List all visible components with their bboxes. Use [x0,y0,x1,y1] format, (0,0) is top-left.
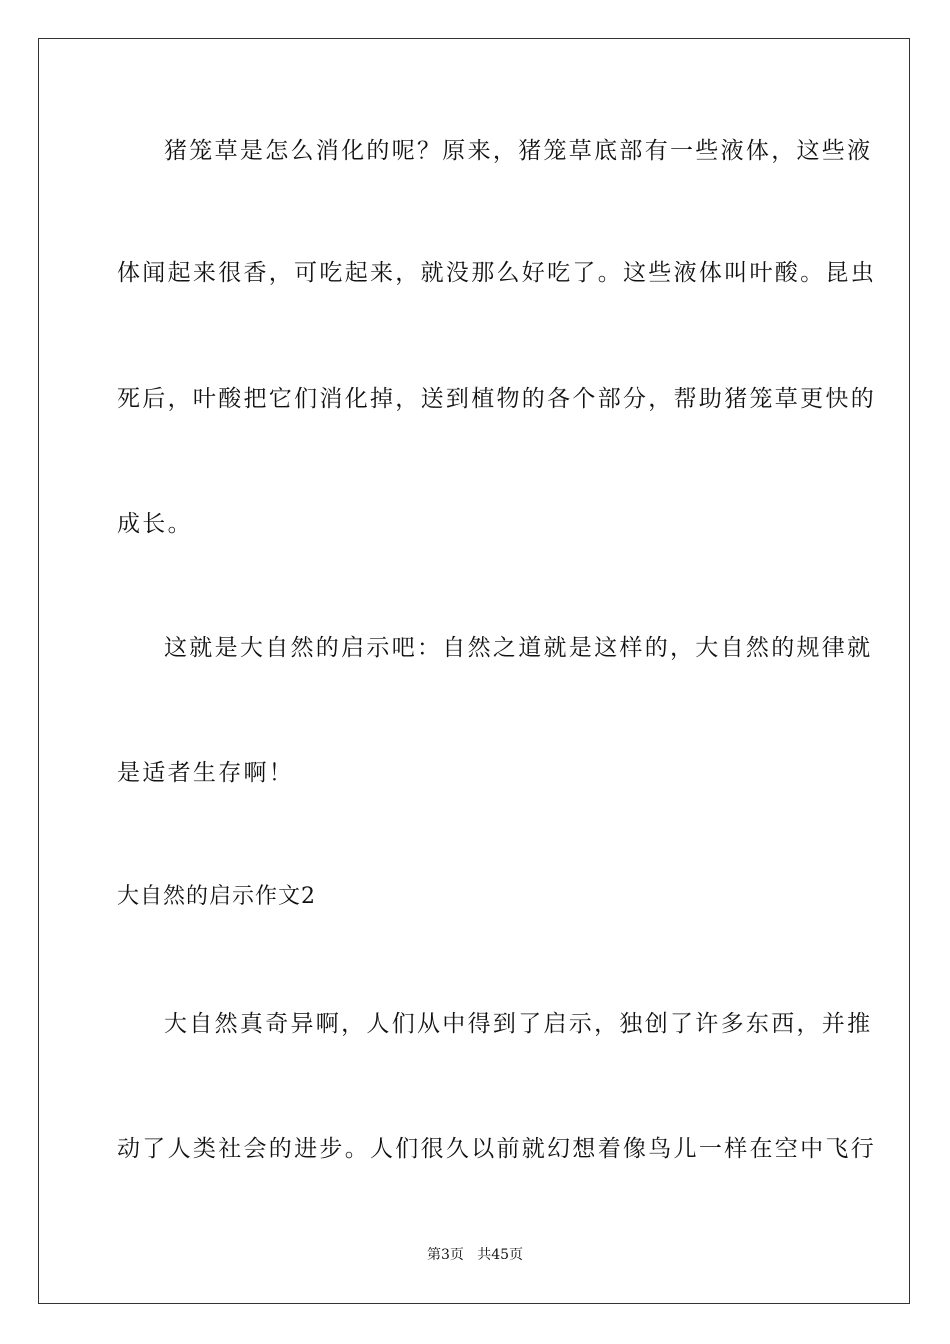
page-number-footer: 第3页 共45页 [426,1247,524,1263]
page-frame [38,38,910,1304]
paragraph-line: 大自然真奇异啊，人们从中得到了启示，独创了许多东西，并推 [164,1011,873,1037]
paragraph-line: 这就是大自然的启示吧：自然之道就是这样的，大自然的规律就 [164,635,873,661]
paragraph-line: 体闻起来很香，可吃起来，就没那么好吃了。这些液体叫叶酸。昆虫 [117,260,876,286]
paragraph-line: 是适者生存啊！ [117,760,295,786]
paragraph-line: 猪笼草是怎么消化的呢？原来，猪笼草底部有一些液体，这些液 [164,138,873,164]
paragraph-line: 动了人类社会的进步。人们很久以前就幻想着像鸟儿一样在空中飞行 [117,1136,876,1162]
paragraph-line: 成长。 [117,511,193,537]
paragraph-line: 死后，叶酸把它们消化掉，送到植物的各个部分，帮助猪笼草更快的 [117,386,876,412]
section-heading: 大自然的启示作文2 [117,884,316,909]
